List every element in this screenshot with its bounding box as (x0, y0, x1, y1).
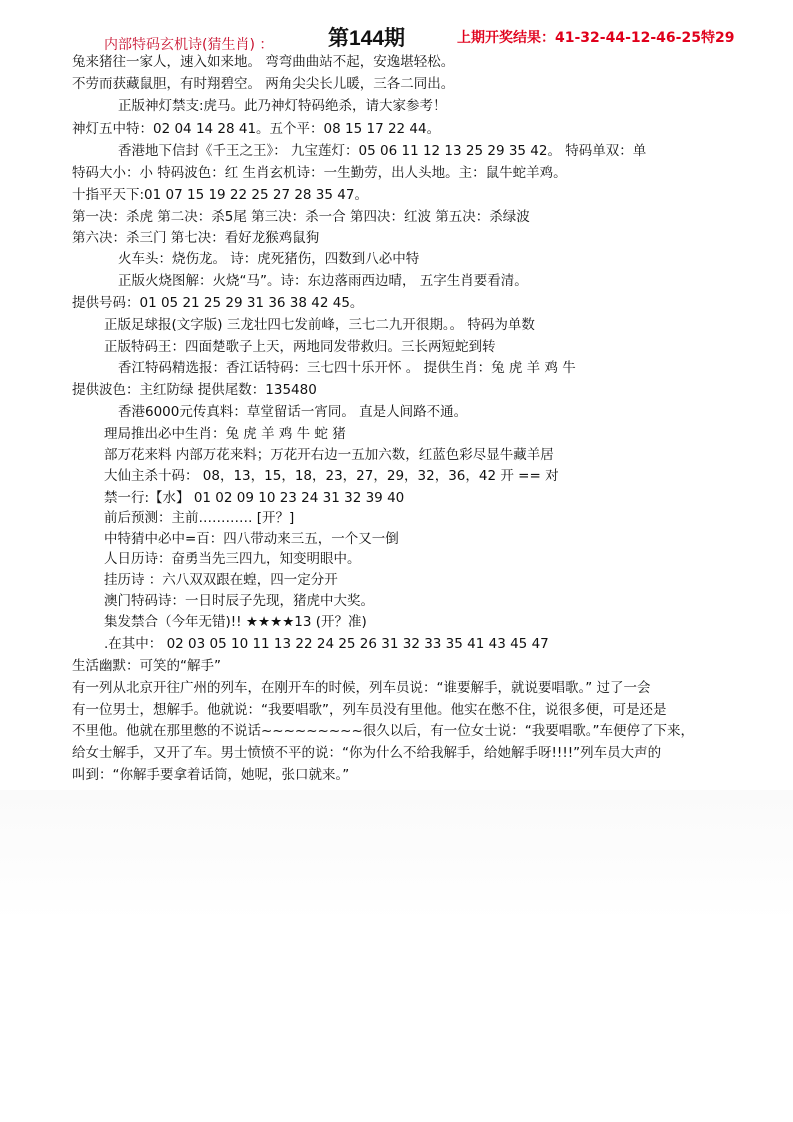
text-line: 火车头：烧伤龙。 诗：虎死猪伤，四数到八必中特 (118, 251, 420, 267)
text-line: 十指平天下:01 07 15 19 22 25 27 28 35 47。 (72, 187, 368, 203)
text-line: 特码大小：小 特码波色：红 生肖玄机诗：一生勤劳，出人头地。主：鼠牛蛇羊鸡。 (72, 165, 567, 181)
text-line: 正版足球报(文字版) 三龙壮四七发前峰，三七二九开很期。。 特码为单数 (104, 317, 535, 333)
text-line: 兔来猪往一家人，速入如来地。 弯弯曲曲站不起，安逸堪轻松。 (72, 54, 455, 70)
text-line: 集发禁合（今年无错)!! ★★★★13 (开？准) (104, 614, 367, 630)
text-line: 正版神灯禁支:虎马。此乃神灯特码绝杀，请大家参考！ (118, 98, 447, 114)
text-line: 不里他。他就在那里憋的不说话~~~~~~~~~很久以后，有一位女士说：“我要唱歌。”车便停了下来， (72, 723, 695, 739)
text-line: 人日历诗：奋勇当先三四九，知变明眼中。 (104, 551, 361, 567)
text-line: 给女士解手，又开了车。男士愤愤不平的说：“你为什么不给我解手，给她解手呀!!!!”列车员大声的 (72, 745, 662, 761)
text-line: 挂历诗 ：六八双双跟在蝗，四一定分开 (104, 572, 338, 588)
text-line: 提供波色：主红防绿 提供尾数：135480 (72, 382, 317, 398)
text-line: 中特猜中必中=百：四八带动来三五，一个又一倒 (104, 531, 399, 547)
text-line: 第一决：杀虎 第二决：杀5尾 第三决：杀一合 第四决：红波 第五决：杀绿波 (72, 209, 530, 225)
text-line: 正版火烧图解：火烧“马”。诗：东边落雨西边晴， 五字生肖要看清。 (118, 273, 528, 289)
text-line: .在其中： 02 03 05 10 11 13 22 24 25 26 31 32 33 35 41 43 45 47 (104, 636, 549, 652)
issue-number: 第144期 (328, 27, 406, 50)
header-poem-title: 内部特码玄机诗(猜生肖) ： (104, 37, 274, 53)
text-line: 澳门特码诗：一日时辰子先现，猪虎中大奖。 (104, 593, 374, 609)
text-line: 叫到：“你解手要拿着话筒，她呢，张口就来。” (72, 767, 350, 783)
text-line: 正版特码王：四面楚歌子上天，两地同发带救归。三长两短蛇到转 (104, 339, 496, 355)
text-line: 大仙主杀十码： 08，13，15，18，23，27，29，32，36，42 开 == 对 (104, 468, 559, 484)
text-line: 神灯五中特：02 04 14 28 41。五个平：08 15 17 22 44。 (72, 121, 441, 137)
text-line: 有一列从北京开往广州的列车，在刚开车的时候，列车员说：“谁要解手，就说要唱歌。” 过了一会 (72, 680, 651, 696)
text-line: 部万花来料 内部万花来料；万花开右边一五加六数，红蓝色彩尽显牛藏羊居 (104, 447, 554, 463)
text-line: 香港6000元传真料：草堂留话一宵同。 直是人间路不通。 (118, 404, 468, 420)
text-line: 前后预测：主前………… [开？] (104, 510, 295, 526)
text-line: 第六决：杀三门 第七决：看好龙猴鸡鼠狗 (72, 230, 320, 246)
blank-page-area (0, 790, 793, 1122)
text-line: 提供号码：01 05 21 25 29 31 36 38 42 45。 (72, 295, 364, 311)
text-line: 生活幽默：可笑的“解手” (72, 658, 221, 674)
text-line: 禁一行:【水】 01 02 09 10 23 24 31 32 39 40 (104, 490, 405, 506)
text-line: 有一位男士，想解手。他就说：“我要唱歌”，列车员没有里他。他实在憋不住，说很多便，可是还是 (72, 702, 667, 718)
text-line: 香港地下信封《千王之王》： 九宝莲灯：05 06 11 12 13 25 29 35 42。 特码单双：单 (118, 143, 647, 159)
text-line: 理局推出必中生肖：兔 虎 羊 鸡 牛 蛇 猪 (104, 426, 346, 442)
text-line: 不劳而获藏鼠胆，有时翔碧空。 两角尖尖长儿暖，三各二同出。 (72, 76, 455, 92)
last-draw-result: 上期开奖结果：41-32-44-12-46-25特29 (457, 30, 735, 46)
text-line: 香江特码精选报：香江话特码：三七四十乐开怀 。 提供生肖：兔 虎 羊 鸡 牛 (118, 360, 576, 376)
